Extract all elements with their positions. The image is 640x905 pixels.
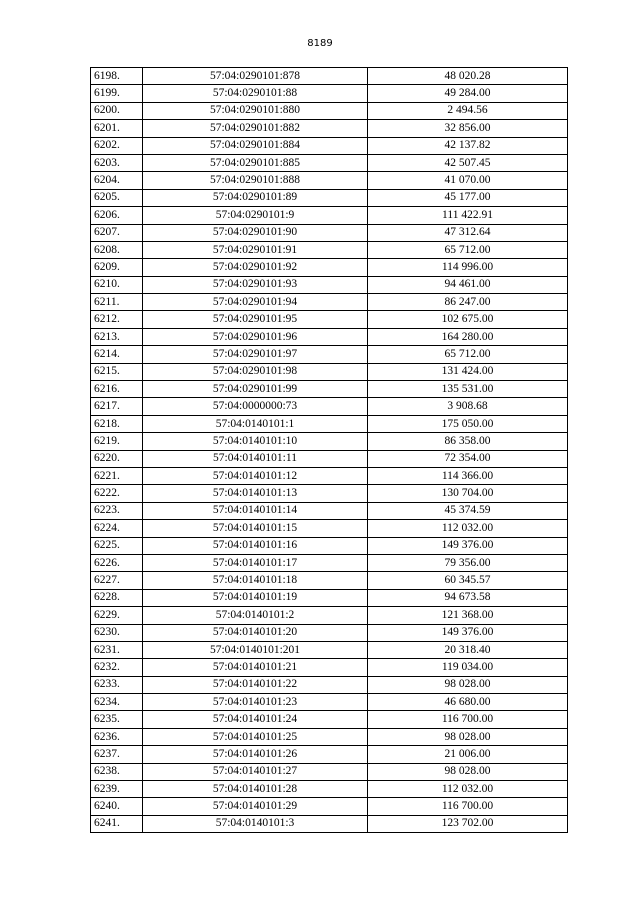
table-row [91,815,568,832]
row-number-cell: 6213. [91,328,143,345]
row-number-cell: 6239. [91,781,143,798]
cadastral-value-cell: 98 028.00 [368,728,568,745]
table-row [91,554,568,571]
row-number-cell: 6199. [91,85,143,102]
cadastral-value-cell: 86 247.00 [368,294,568,311]
row-number-cell: 6228. [91,589,143,606]
table-row [91,763,568,780]
cadastral-number-cell: 57:04:0140101:10 [143,433,368,450]
cadastral-value-cell: 42 507.45 [368,154,568,171]
cadastral-number-cell: 57:04:0140101:26 [143,746,368,763]
cadastral-value-cell: 86 358.00 [368,433,568,450]
row-number-cell: 6221. [91,467,143,484]
table-row [91,276,568,293]
cadastral-value-cell: 20 318.40 [368,641,568,658]
table-row [91,259,568,276]
cadastral-number-cell: 57:04:0290101:95 [143,311,368,328]
page-number: 8189 [307,38,333,49]
cadastral-number-cell: 57:04:0290101:888 [143,172,368,189]
row-number-cell: 6237. [91,746,143,763]
table-row [91,68,568,85]
row-number-cell: 6214. [91,346,143,363]
table-row [91,85,568,102]
table-row [91,711,568,728]
table-row [91,398,568,415]
cadastral-number-cell: 57:04:0290101:98 [143,363,368,380]
table-row [91,781,568,798]
row-number-cell: 6209. [91,259,143,276]
table-row [91,137,568,154]
cadastral-number-cell: 57:04:0140101:201 [143,641,368,658]
cadastral-number-cell: 57:04:0140101:11 [143,450,368,467]
row-number-cell: 6206. [91,207,143,224]
cadastral-value-cell: 60 345.57 [368,572,568,589]
row-number-cell: 6200. [91,102,143,119]
table-row [91,728,568,745]
cadastral-number-cell: 57:04:0290101:884 [143,137,368,154]
cadastral-value-cell: 149 376.00 [368,624,568,641]
cadastral-number-cell: 57:04:0290101:878 [143,68,368,85]
row-number-cell: 6210. [91,276,143,293]
cadastral-number-cell: 57:04:0290101:9 [143,207,368,224]
row-number-cell: 6236. [91,728,143,745]
cadastral-value-cell: 121 368.00 [368,607,568,624]
row-number-cell: 6232. [91,659,143,676]
cadastral-value-cell: 45 177.00 [368,189,568,206]
cadastral-value-cell: 48 020.28 [368,68,568,85]
cadastral-value-cell: 102 675.00 [368,311,568,328]
cadastral-number-cell: 57:04:0140101:28 [143,781,368,798]
table-row [91,746,568,763]
table-row [91,485,568,502]
cadastral-number-cell: 57:04:0290101:88 [143,85,368,102]
cadastral-value-cell: 130 704.00 [368,485,568,502]
row-number-cell: 6225. [91,537,143,554]
table-row [91,102,568,119]
cadastral-number-cell: 57:04:0290101:92 [143,259,368,276]
cadastral-number-cell: 57:04:0290101:97 [143,346,368,363]
table-row [91,381,568,398]
row-number-cell: 6231. [91,641,143,658]
table-row [91,607,568,624]
table-row [91,328,568,345]
cadastral-number-cell: 57:04:0140101:24 [143,711,368,728]
cadastral-value-cell: 149 376.00 [368,537,568,554]
cadastral-number-cell: 57:04:0140101:17 [143,554,368,571]
table-row [91,450,568,467]
table-row [91,572,568,589]
table-row [91,641,568,658]
cadastral-number-cell: 57:04:0290101:89 [143,189,368,206]
row-number-cell: 6201. [91,120,143,137]
cadastral-number-cell: 57:04:0140101:16 [143,537,368,554]
table-row [91,589,568,606]
cadastral-value-cell: 45 374.59 [368,502,568,519]
row-number-cell: 6216. [91,381,143,398]
cadastral-value-cell: 123 702.00 [368,815,568,832]
cadastral-value-cell: 94 461.00 [368,276,568,293]
table-row [91,363,568,380]
cadastral-value-cell: 135 531.00 [368,381,568,398]
table-row [91,676,568,693]
row-number-cell: 6234. [91,694,143,711]
row-number-cell: 6202. [91,137,143,154]
row-number-cell: 6229. [91,607,143,624]
table-row [91,537,568,554]
cadastral-value-cell: 131 424.00 [368,363,568,380]
table-row [91,502,568,519]
row-number-cell: 6198. [91,68,143,85]
cadastral-number-cell: 57:04:0140101:13 [143,485,368,502]
table-row [91,694,568,711]
cadastral-value-cell: 164 280.00 [368,328,568,345]
cadastral-number-cell: 57:04:0140101:25 [143,728,368,745]
table-row [91,311,568,328]
row-number-cell: 6217. [91,398,143,415]
cadastral-value-table [90,67,568,833]
row-number-cell: 6208. [91,241,143,258]
cadastral-value-cell: 114 366.00 [368,467,568,484]
table-row [91,294,568,311]
table-row [91,624,568,641]
cadastral-value-cell: 65 712.00 [368,241,568,258]
row-number-cell: 6223. [91,502,143,519]
row-number-cell: 6205. [91,189,143,206]
cadastral-number-cell: 57:04:0140101:14 [143,502,368,519]
cadastral-value-cell: 2 494.56 [368,102,568,119]
cadastral-value-cell: 41 070.00 [368,172,568,189]
cadastral-number-cell: 57:04:0290101:93 [143,276,368,293]
cadastral-number-cell: 57:04:0140101:3 [143,815,368,832]
cadastral-value-cell: 112 032.00 [368,520,568,537]
row-number-cell: 6241. [91,815,143,832]
cadastral-number-cell: 57:04:0000000:73 [143,398,368,415]
cadastral-number-cell: 57:04:0140101:2 [143,607,368,624]
cadastral-number-cell: 57:04:0290101:91 [143,241,368,258]
cadastral-number-cell: 57:04:0140101:1 [143,415,368,432]
cadastral-value-cell: 72 354.00 [368,450,568,467]
row-number-cell: 6230. [91,624,143,641]
row-number-cell: 6226. [91,554,143,571]
cadastral-value-cell: 42 137.82 [368,137,568,154]
table-row [91,207,568,224]
cadastral-number-cell: 57:04:0140101:12 [143,467,368,484]
cadastral-value-cell: 46 680.00 [368,694,568,711]
row-number-cell: 6212. [91,311,143,328]
cadastral-number-cell: 57:04:0140101:21 [143,659,368,676]
table-row [91,241,568,258]
cadastral-value-cell: 65 712.00 [368,346,568,363]
table-row [91,415,568,432]
cadastral-number-cell: 57:04:0140101:27 [143,763,368,780]
table-row [91,433,568,450]
cadastral-value-cell: 98 028.00 [368,763,568,780]
cadastral-value-cell: 114 996.00 [368,259,568,276]
row-number-cell: 6220. [91,450,143,467]
row-number-cell: 6218. [91,415,143,432]
row-number-cell: 6224. [91,520,143,537]
cadastral-number-cell: 57:04:0290101:885 [143,154,368,171]
table-row [91,224,568,241]
table-row [91,798,568,815]
row-number-cell: 6207. [91,224,143,241]
row-number-cell: 6215. [91,363,143,380]
table-row [91,154,568,171]
row-number-cell: 6235. [91,711,143,728]
cadastral-value-cell: 94 673.58 [368,589,568,606]
table-body [91,68,568,833]
cadastral-number-cell: 57:04:0290101:96 [143,328,368,345]
cadastral-value-cell: 3 908.68 [368,398,568,415]
cadastral-value-cell: 111 422.91 [368,207,568,224]
row-number-cell: 6211. [91,294,143,311]
table-row [91,346,568,363]
cadastral-number-cell: 57:04:0290101:880 [143,102,368,119]
cadastral-value-cell: 119 034.00 [368,659,568,676]
cadastral-number-cell: 57:04:0290101:94 [143,294,368,311]
cadastral-value-cell: 116 700.00 [368,711,568,728]
row-number-cell: 6222. [91,485,143,502]
row-number-cell: 6240. [91,798,143,815]
cadastral-value-cell: 21 006.00 [368,746,568,763]
row-number-cell: 6238. [91,763,143,780]
row-number-cell: 6227. [91,572,143,589]
cadastral-value-cell: 47 312.64 [368,224,568,241]
cadastral-value-cell: 49 284.00 [368,85,568,102]
cadastral-value-cell: 175 050.00 [368,415,568,432]
cadastral-number-cell: 57:04:0140101:15 [143,520,368,537]
table-row [91,467,568,484]
cadastral-number-cell: 57:04:0290101:99 [143,381,368,398]
cadastral-number-cell: 57:04:0290101:882 [143,120,368,137]
row-number-cell: 6233. [91,676,143,693]
row-number-cell: 6204. [91,172,143,189]
cadastral-value-cell: 112 032.00 [368,781,568,798]
table-row [91,520,568,537]
row-number-cell: 6219. [91,433,143,450]
cadastral-number-cell: 57:04:0140101:18 [143,572,368,589]
table-row [91,659,568,676]
cadastral-value-cell: 32 856.00 [368,120,568,137]
cadastral-number-cell: 57:04:0140101:29 [143,798,368,815]
cadastral-number-cell: 57:04:0140101:22 [143,676,368,693]
cadastral-number-cell: 57:04:0140101:19 [143,589,368,606]
cadastral-number-cell: 57:04:0140101:20 [143,624,368,641]
cadastral-value-cell: 116 700.00 [368,798,568,815]
cadastral-value-cell: 98 028.00 [368,676,568,693]
row-number-cell: 6203. [91,154,143,171]
cadastral-value-cell: 79 356.00 [368,554,568,571]
table-row [91,172,568,189]
cadastral-number-cell: 57:04:0140101:23 [143,694,368,711]
table-row [91,120,568,137]
table-row [91,189,568,206]
cadastral-number-cell: 57:04:0290101:90 [143,224,368,241]
